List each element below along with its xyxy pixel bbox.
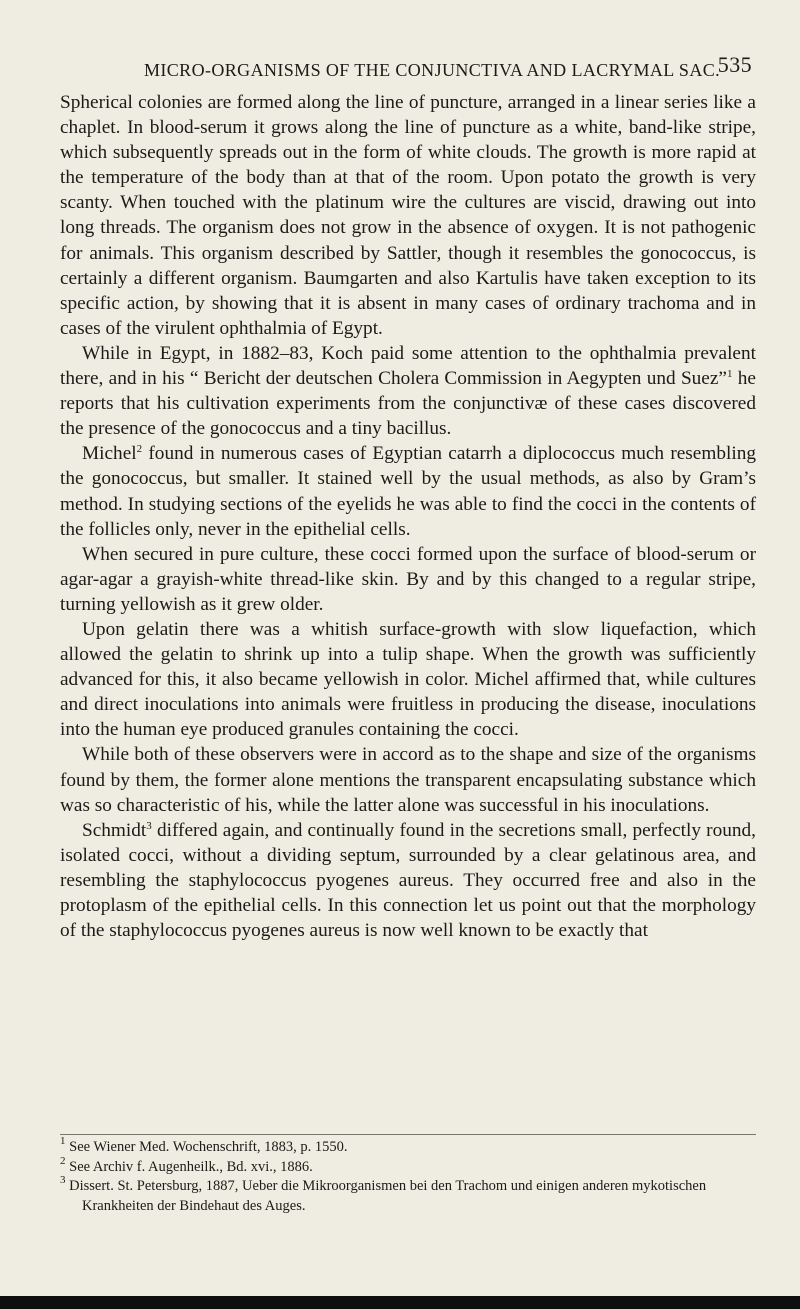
footnote	[60, 1154, 756, 1178]
paragraph	[60, 542, 756, 617]
page-number: 535	[717, 52, 752, 77]
footnotes	[60, 1135, 756, 1216]
footnote-text: Dissert. St. Petersburg, 1887, Ueber die Mikroorganismen bei den Trachom und einigen anderen mykotischen Krankheiten der Bindehaut des Auges.	[69, 1178, 707, 1214]
footnote-mark: 1	[60, 1135, 66, 1147]
footnote-text: See Archiv f. Augenheilk., Bd. xvi., 1886.	[69, 1158, 313, 1175]
footnote	[60, 1135, 756, 1158]
footnote-ref[interactable]: 2	[136, 443, 143, 456]
paragraph	[60, 742, 756, 817]
paragraph-text: While in Egypt, in 1882–83, Koch paid some attention to the ophthalmia prevalent there, and in his “ Bericht der deutschen Cholera Commission in Aegypten und Suez”	[60, 342, 756, 390]
running-header	[112, 52, 752, 81]
paragraph-text: found in numerous cases of Egyptian catarrh a diplococcus much resembling the gonococcus, but smaller. It stained well by the usual methods, as also by Gram’s method. In studying sections of the eyelids he was able to find the cocci in the contents of the follicles only, never in the epithelial cells.	[60, 443, 756, 540]
footnote-rule	[60, 1134, 756, 1135]
running-title: MICRO-ORGANISMS OF THE CONJUNCTIVA AND LACRYMAL SAC.	[143, 60, 721, 80]
paragraph-text: While both of these observers were in accord as to the shape and size of the organisms found by them, the former alone mentions the transparent encapsulating substance which was so characteristic of his, while the latter alone was successful in his inoculations.	[60, 744, 756, 816]
footnote-ref[interactable]: 3	[146, 819, 152, 832]
paragraph-text: Spherical colonies are formed along the line of puncture, arranged in a linear series like a chaplet. In blood-serum it grows along the line of puncture as a white, band-like stripe, which subsequently spreads out in the form of white clouds. The growth is more rapid at the temperature of the body than at that of the room. Upon potato the growth is very scanty. When touched with the platinum wire the cultures are viscid, drawing out into long threads. The organism does not grow in the absence of oxygen. It is not pathogenic for animals. This organism described by Sattler, though it resembles the gonococcus, is certainly a different organism. Baumgarten and also Kartulis have taken exception to its specific action, by showing that it is absent in many cases of ordinary trachoma and in cases of the virulent ophthalmia of Egypt.	[60, 92, 756, 339]
footnote-ref[interactable]: 1	[726, 368, 733, 381]
footnote	[60, 1174, 756, 1216]
paragraph	[60, 341, 756, 441]
paragraph-text: Schmidt	[82, 819, 147, 841]
footnote-mark: 2	[60, 1154, 66, 1167]
paragraph-text: Michel	[82, 443, 137, 465]
paragraph	[60, 90, 756, 341]
paragraph	[60, 441, 756, 541]
paragraph-text: differed again, and continually found in the secretions small, perfectly round, isolated cocci, without a dividing septum, surrounded by a clear gelatinous area, and resembling the staphylococcus pyogenes aureus. They occurred free and also in the protoplasm of the epithelial cells. In this connection let us point out that the morphology of the staphylococcus pyogenes aureus is now well known to be exactly that	[60, 819, 756, 942]
scan-edge	[0, 1296, 800, 1309]
main-text	[60, 90, 756, 943]
paragraph	[60, 818, 756, 943]
footnote-mark: 3	[60, 1174, 66, 1186]
footnote-text: See Wiener Med. Wochenschrift, 1883, p. 1550.	[69, 1139, 348, 1155]
paragraph	[60, 617, 756, 742]
paragraph-text: Upon gelatin there was a whitish surface-growth with slow liquefaction, which allowed the gelatin to shrink up into a tulip shape. When the growth was sufficiently advanced for this, it also became yellowish in color. Michel affirmed that, while cultures and direct inoculations into animals were fruitless in producing the disease, inoculations into the human eye produced granules containing the cocci.	[60, 618, 756, 741]
paragraph-text: he reports that his cultivation experiments from the conjunctivæ of these cases discovered the presence of the gonococcus and a tiny bacillus.	[60, 368, 756, 440]
paragraph-text: When secured in pure culture, these cocci formed upon the surface of blood-serum or agar-agar a grayish-white thread-like skin. By and by this changed to a regular stripe, turning yellowish as it grew older.	[60, 543, 756, 615]
